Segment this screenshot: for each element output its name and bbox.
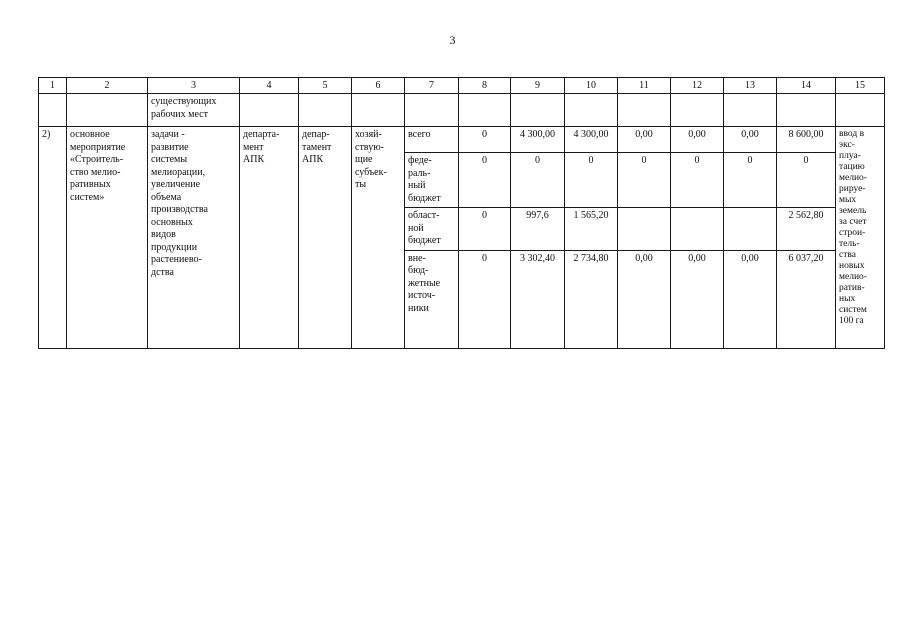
value-cell: 0,00 (618, 250, 671, 348)
column-number: 15 (836, 78, 885, 94)
value-cell: 0 (459, 208, 511, 251)
empty-cell (724, 94, 777, 127)
value-cell: 0 (511, 153, 565, 208)
value-cell: 0 (459, 250, 511, 348)
empty-cell (777, 94, 836, 127)
program-table (38, 77, 885, 349)
value-cell: 1 565,20 (565, 208, 618, 251)
empty-cell (511, 94, 565, 127)
column-number: 11 (618, 78, 671, 94)
empty-cell (671, 94, 724, 127)
column-number: 12 (671, 78, 724, 94)
value-cell: 0 (459, 127, 511, 153)
column-number-row (39, 78, 885, 94)
column-number: 4 (240, 78, 299, 94)
value-cell: 0 (459, 153, 511, 208)
value-cell: 0 (618, 153, 671, 208)
value-cell: 4 300,00 (511, 127, 565, 153)
target-indicator: ввод в экс- плуа- тацию мелио- рируе- мых земель за счет строи- тель- ства новых мелио- ратив- ных систем 100 га (836, 127, 885, 349)
column-number: 14 (777, 78, 836, 94)
value-cell: 997,6 (511, 208, 565, 251)
executor-1: департа- мент АПК (240, 127, 299, 349)
page-number: 3 (449, 33, 456, 47)
event-name: основное мероприятие «Строитель- ство мелио- ративных систем» (67, 127, 148, 349)
value-cell: 8 600,00 (777, 127, 836, 153)
funding-source: всего (405, 127, 459, 153)
empty-cell (618, 94, 671, 127)
continuation-text: существующих рабочих мест (148, 94, 240, 127)
value-cell: 0,00 (671, 250, 724, 348)
empty-cell (240, 94, 299, 127)
empty-cell (405, 94, 459, 127)
empty-cell (352, 94, 405, 127)
value-cell: 6 037,20 (777, 250, 836, 348)
column-number: 5 (299, 78, 352, 94)
value-cell: 0 (565, 153, 618, 208)
event-tasks: задачи - развитие системы мелиорации, увеличение объема производства основных видов продукции растениево- дства (148, 127, 240, 349)
empty-cell (836, 94, 885, 127)
value-cell: 4 300,00 (565, 127, 618, 153)
column-number: 9 (511, 78, 565, 94)
funding-source: вне- бюд- жетные источ- ники (405, 250, 459, 348)
funding-source: област- ной бюджет (405, 208, 459, 251)
value-cell: 0 (724, 153, 777, 208)
value-cell: 0,00 (724, 127, 777, 153)
value-cell (618, 208, 671, 251)
column-number: 3 (148, 78, 240, 94)
funding-source: феде- раль- ный бюджет (405, 153, 459, 208)
row-number: 2) (39, 127, 67, 349)
empty-cell (67, 94, 148, 127)
value-cell: 0,00 (618, 127, 671, 153)
value-cell: 2 734,80 (565, 250, 618, 348)
column-number: 7 (405, 78, 459, 94)
column-number: 6 (352, 78, 405, 94)
empty-cell (299, 94, 352, 127)
column-number: 13 (724, 78, 777, 94)
executor-3: хозяй- ствую- щие субъек- ты (352, 127, 405, 349)
column-number: 2 (67, 78, 148, 94)
executor-2: депар- тамент АПК (299, 127, 352, 349)
empty-cell (39, 94, 67, 127)
value-cell: 2 562,80 (777, 208, 836, 251)
column-number: 10 (565, 78, 618, 94)
table-row (39, 127, 885, 153)
value-cell (671, 208, 724, 251)
value-cell: 0 (777, 153, 836, 208)
column-number: 1 (39, 78, 67, 94)
value-cell: 0,00 (724, 250, 777, 348)
empty-cell (565, 94, 618, 127)
value-cell: 3 302,40 (511, 250, 565, 348)
continuation-row (39, 94, 885, 127)
empty-cell (459, 94, 511, 127)
value-cell: 0 (671, 153, 724, 208)
value-cell: 0,00 (671, 127, 724, 153)
column-number: 8 (459, 78, 511, 94)
value-cell (724, 208, 777, 251)
